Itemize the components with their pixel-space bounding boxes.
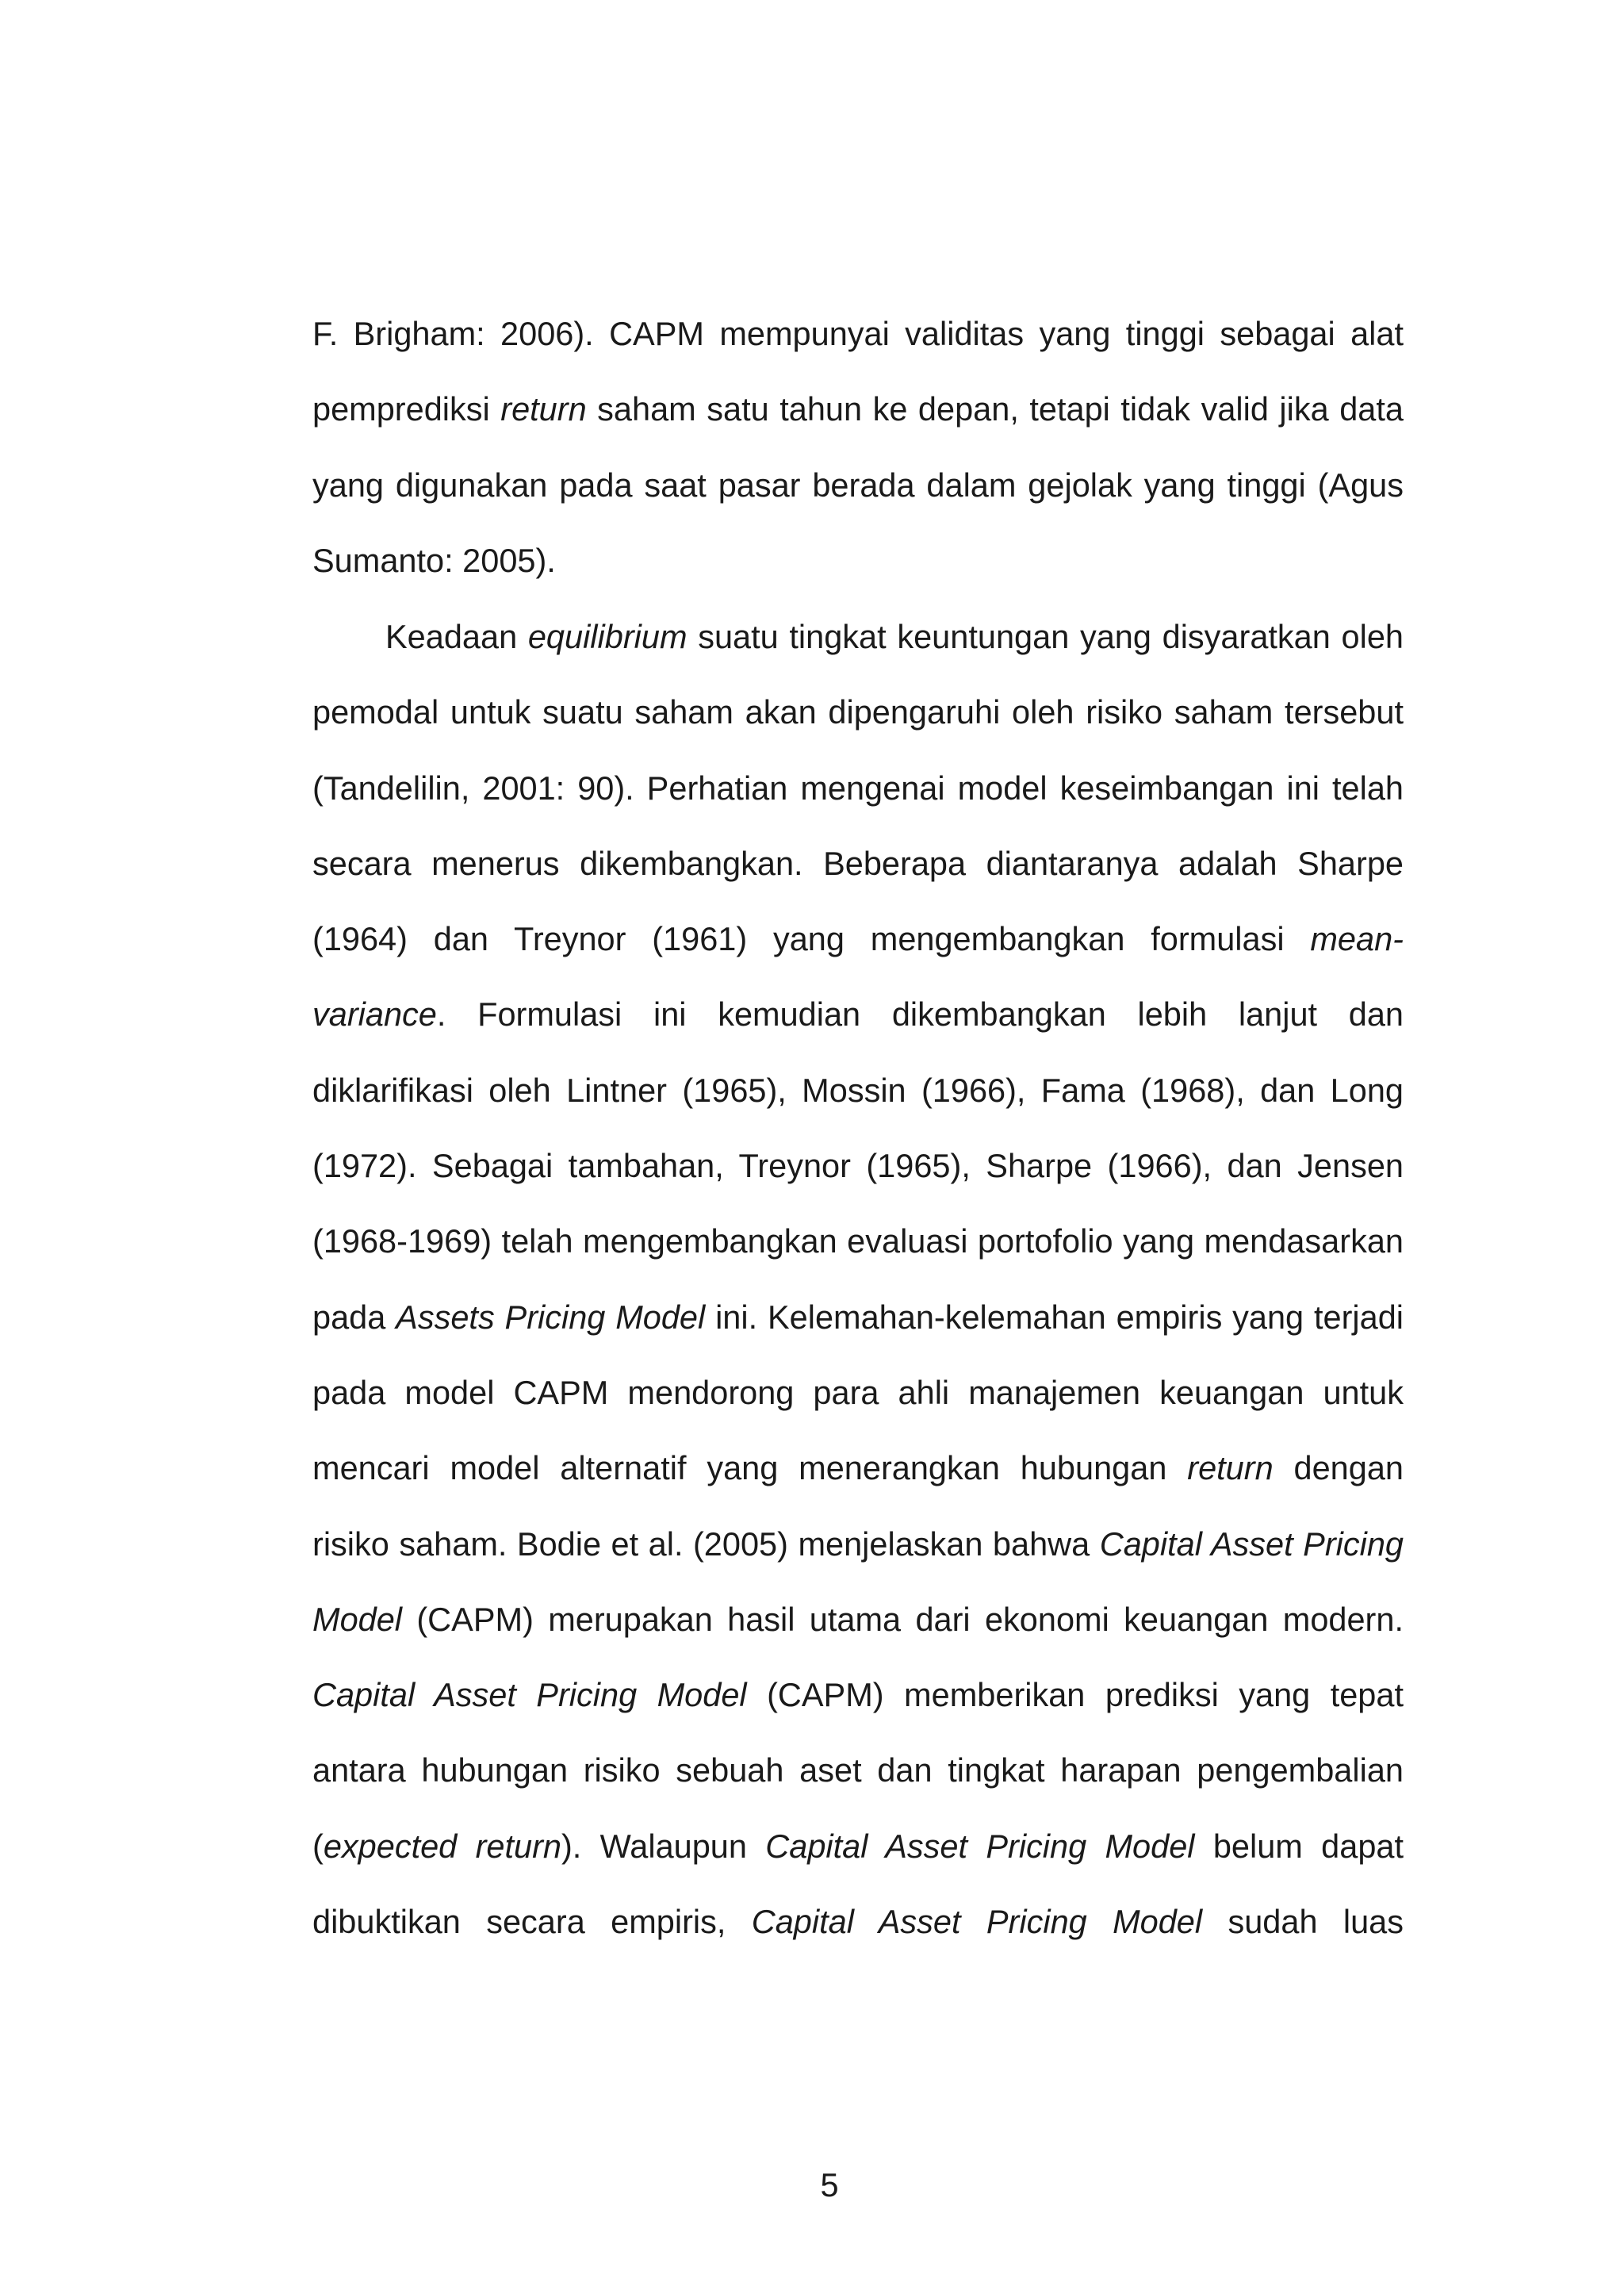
text-line: [312, 1355, 1404, 1430]
page-number: 5: [820, 2166, 839, 2203]
text-line: [312, 599, 1404, 674]
text-line: [312, 826, 1404, 901]
text-segment: (: [312, 1827, 324, 1865]
italic-text: Capital Asset Pricing Model: [751, 1903, 1203, 1941]
italic-text: return: [500, 390, 587, 428]
text-line: [312, 1203, 1404, 1279]
text-segment: ). Walaupun: [561, 1827, 766, 1865]
text-line: [312, 371, 1404, 447]
text-segment: belum dapat: [1194, 1827, 1404, 1865]
text-segment: risiko saham. Bodie et al. (2005) menjelaskan bahwa: [312, 1525, 1100, 1563]
italic-text: return: [1187, 1449, 1274, 1487]
text-segment: (1964) dan Treynor (1961) yang mengembangkan formulasi: [312, 920, 1311, 958]
text-line: [312, 523, 1404, 598]
text-segment: pemprediksi: [312, 390, 501, 428]
italic-text: Model: [312, 1600, 403, 1638]
italic-text: Capital Asset Pricing: [1099, 1525, 1404, 1563]
paragraph-1: [312, 296, 1404, 598]
text-segment: suatu tingkat keuntungan yang disyaratkan oleh: [687, 618, 1404, 655]
text-segment: dibuktikan secara empiris,: [312, 1903, 752, 1941]
paragraph-2: [312, 599, 1404, 1959]
text-segment: mencari model alternatif yang menerangkan hubungan: [312, 1449, 1188, 1487]
text-segment: (CAPM) merupakan hasil utama dari ekonomi keuangan modern.: [402, 1600, 1404, 1638]
italic-text: mean-: [1310, 920, 1404, 958]
text-segment: saham satu tahun ke depan, tetapi tidak valid jika data: [586, 390, 1404, 428]
text-segment: Sumanto: 2005).: [312, 541, 556, 579]
text-line: [312, 1128, 1404, 1203]
text-segment: ini. Kelemahan-kelemahan empiris yang terjadi: [705, 1298, 1404, 1336]
text-line: [312, 901, 1404, 976]
italic-text: Assets Pricing Model: [396, 1298, 706, 1336]
text-segment: (1972). Sebagai tambahan, Treynor (1965), Sharpe (1966), dan Jensen: [312, 1147, 1404, 1185]
text-segment: yang digunakan pada saat pasar berada dalam gejolak yang tinggi (Agus: [312, 466, 1404, 504]
text-line: [312, 1279, 1404, 1355]
text-segment: Keadaan: [385, 618, 528, 655]
italic-text: Capital Asset Pricing Model: [765, 1827, 1195, 1865]
text-segment: secara menerus dikembangkan. Beberapa diantaranya adalah Sharpe: [312, 844, 1404, 882]
text-line: [312, 674, 1404, 750]
text-line: [312, 447, 1404, 523]
italic-text: equilibrium: [527, 618, 688, 655]
text-segment: antara hubungan risiko sebuah aset dan tingkat harapan pengembalian: [312, 1751, 1404, 1789]
text-segment: (1968-1969) telah mengembangkan evaluasi portofolio yang mendasarkan: [312, 1222, 1404, 1260]
italic-text: expected return: [323, 1827, 561, 1865]
text-line: [312, 1582, 1404, 1657]
text-line: [312, 1053, 1404, 1128]
text-line: [312, 1732, 1404, 1808]
text-line: [312, 296, 1404, 371]
text-segment: pemodal untuk suatu saham akan dipengaruhi oleh risiko saham tersebut: [312, 693, 1404, 731]
text-segment: sudah luas: [1202, 1903, 1404, 1941]
text-line: [312, 1657, 1404, 1732]
text-line: [312, 1884, 1404, 1959]
text-segment: diklarifikasi oleh Lintner (1965), Mossin (1966), Fama (1968), dan Long: [312, 1071, 1404, 1109]
text-line: [312, 1506, 1404, 1582]
text-segment: pada model CAPM mendorong para ahli manajemen keuangan untuk: [312, 1373, 1404, 1411]
text-segment: pada: [312, 1298, 396, 1336]
text-line: [312, 750, 1404, 826]
italic-text: Capital Asset Pricing Model: [312, 1676, 747, 1714]
text-segment: . Formulasi ini kemudian dikembangkan lebih lanjut dan: [436, 995, 1404, 1034]
text-line: [312, 1430, 1404, 1505]
text-line: [312, 976, 1404, 1052]
text-segment: F. Brigham: 2006). CAPM mempunyai validitas yang tinggi sebagai alat: [312, 315, 1404, 352]
italic-text: variance: [312, 995, 437, 1034]
text-segment: (CAPM) memberikan prediksi yang tepat: [746, 1676, 1404, 1714]
text-line: [312, 1808, 1404, 1884]
text-segment: dengan: [1273, 1449, 1404, 1487]
text-segment: (Tandelilin, 2001: 90). Perhatian mengenai model keseimbangan ini telah: [312, 769, 1404, 807]
